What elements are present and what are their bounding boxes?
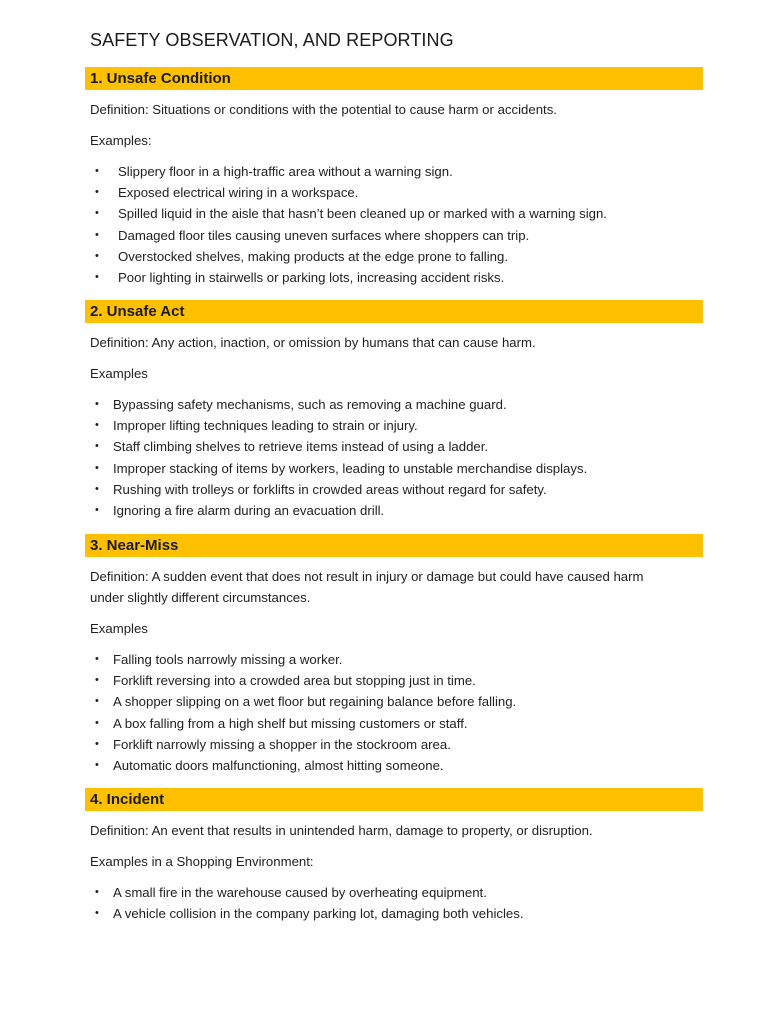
list-item: • A small fire in the warehouse caused by overheating equipment. bbox=[85, 882, 703, 903]
bullet-icon: • bbox=[95, 270, 99, 283]
section-incident bbox=[85, 788, 703, 924]
list-item: • Falling tools narrowly missing a worker. bbox=[85, 649, 703, 670]
bullet-icon: • bbox=[95, 207, 99, 220]
section-near-miss bbox=[85, 534, 703, 776]
list-item: • Damaged floor tiles causing uneven surfaces where shoppers can trip. bbox=[85, 225, 703, 246]
examples-label: Examples bbox=[90, 621, 148, 636]
list-item: • Bypassing safety mechanisms, such as removing a machine guard. bbox=[85, 394, 703, 415]
bullet-icon: • bbox=[95, 758, 99, 771]
examples-label: Examples in a Shopping Environment: bbox=[90, 854, 314, 869]
bullet-icon: • bbox=[95, 737, 99, 750]
list-item: • A vehicle collision in the company parking lot, damaging both vehicles. bbox=[85, 903, 703, 924]
bullet-icon: • bbox=[95, 674, 99, 687]
section-heading: 1. Unsafe Condition bbox=[85, 67, 703, 90]
section-unsafe-condition bbox=[85, 67, 703, 288]
bullet-icon: • bbox=[95, 716, 99, 729]
list-item: • Spilled liquid in the aisle that hasn’t been cleaned up or marked with a warning sign. bbox=[85, 203, 703, 224]
bullet-icon: • bbox=[95, 907, 99, 920]
section-heading: 2. Unsafe Act bbox=[85, 300, 703, 323]
list-item: • Ignoring a fire alarm during an evacuation drill. bbox=[85, 500, 703, 521]
list-item: • Staff climbing shelves to retrieve items instead of using a ladder. bbox=[85, 436, 703, 457]
bullet-icon: • bbox=[95, 249, 99, 262]
examples-label: Examples: bbox=[90, 133, 152, 148]
bullet-icon: • bbox=[95, 440, 99, 453]
examples-list bbox=[85, 161, 703, 288]
bullet-icon: • bbox=[95, 653, 99, 665]
bullet-icon: • bbox=[95, 186, 99, 199]
examples-list bbox=[85, 649, 703, 776]
list-item: • Improper stacking of items by workers, leading to unstable merchandise displays. bbox=[85, 458, 703, 479]
list-item: • Poor lighting in stairwells or parking lots, increasing accident risks. bbox=[85, 267, 703, 288]
bullet-icon: • bbox=[95, 503, 99, 516]
section-unsafe-act bbox=[85, 300, 703, 521]
section-heading: 4. Incident bbox=[85, 788, 703, 811]
examples-list bbox=[85, 882, 703, 924]
bullet-icon: • bbox=[95, 695, 99, 708]
section-heading: 3. Near-Miss bbox=[85, 534, 703, 557]
bullet-icon: • bbox=[95, 398, 99, 410]
bullet-icon: • bbox=[95, 886, 99, 898]
list-item: • Forklift narrowly missing a shopper in the stockroom area. bbox=[85, 734, 703, 755]
list-item: • Exposed electrical wiring in a workspace. bbox=[85, 182, 703, 203]
examples-label: Examples bbox=[90, 366, 148, 381]
list-item: • Improper lifting techniques leading to strain or injury. bbox=[85, 415, 703, 436]
list-item: • Automatic doors malfunctioning, almost hitting someone. bbox=[85, 755, 703, 776]
bullet-icon: • bbox=[95, 461, 99, 474]
list-item: • Forklift reversing into a crowded area but stopping just in time. bbox=[85, 670, 703, 691]
examples-list bbox=[85, 394, 703, 521]
definition-text: Definition: Situations or conditions with the potential to cause harm or accidents. bbox=[90, 102, 557, 117]
list-item: • Rushing with trolleys or forklifts in crowded areas without regard for safety. bbox=[85, 479, 703, 500]
list-item: • A shopper slipping on a wet floor but regaining balance before falling. bbox=[85, 691, 703, 712]
definition-text: Definition: A sudden event that does not result in injury or damage but could have caused harm under slightly different circumstances. bbox=[90, 569, 644, 605]
definition-text: Definition: Any action, inaction, or omission by humans that can cause harm. bbox=[90, 335, 536, 350]
bullet-icon: • bbox=[95, 165, 99, 177]
definition-text: Definition: An event that results in unintended harm, damage to property, or disruption. bbox=[90, 823, 593, 838]
list-item: • Overstocked shelves, making products at the edge prone to falling. bbox=[85, 246, 703, 267]
list-item: • A box falling from a high shelf but missing customers or staff. bbox=[85, 713, 703, 734]
list-item: • Slippery floor in a high-traffic area without a warning sign. bbox=[85, 161, 703, 182]
document-title: SAFETY OBSERVATION, AND REPORTING bbox=[90, 30, 454, 50]
bullet-icon: • bbox=[95, 419, 99, 432]
bullet-icon: • bbox=[95, 228, 99, 241]
bullet-icon: • bbox=[95, 482, 99, 495]
